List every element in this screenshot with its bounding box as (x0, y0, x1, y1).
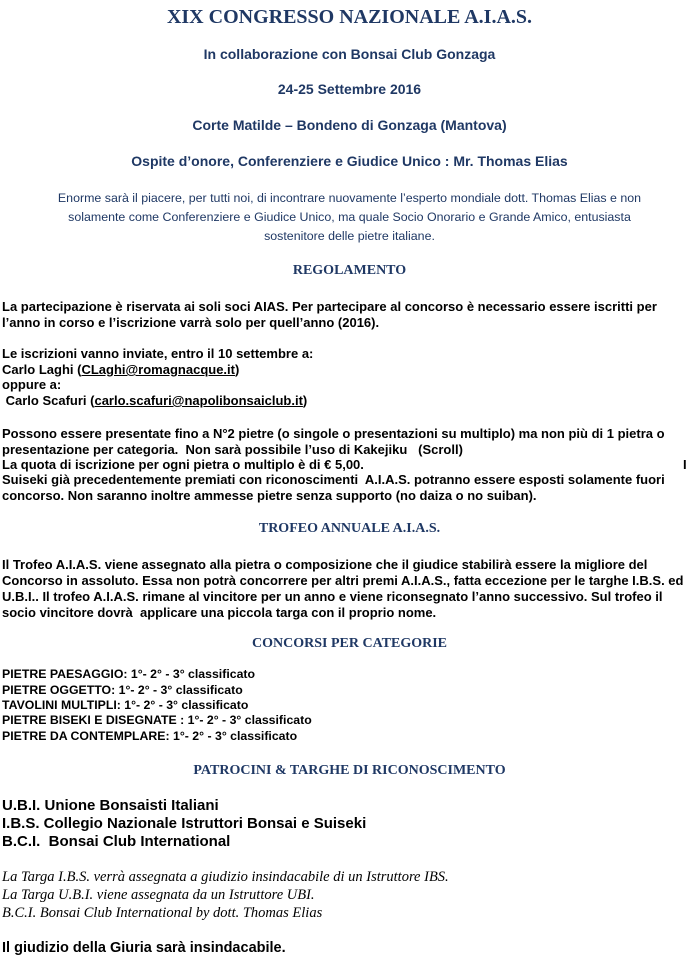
award-note: La Targa U.B.I. viene assegnata da un Istruttore UBI. (2, 887, 315, 903)
guest-of-honor: Ospite d’onore, Conferenziere e Giudice Unico : Mr. Thomas Elias (131, 153, 568, 169)
category-item: PIETRE DA CONTEMPLARE: 1°- 2° - 3° classificato (2, 729, 298, 743)
award-note: B.C.I. Bonsai Club International by dott. Thomas Elias (2, 905, 323, 921)
trofeo-line: U.B.I.. Il trofeo A.I.A.S. rimane al vincitore per un anno e viene riconsegnato l’anno successivo. Sul trofeo il (2, 589, 663, 604)
section-heading-trofeo: TROFEO ANNUALE A.I.A.S. (258, 521, 441, 536)
category-item: PIETRE PAESAGGIO: 1°- 2° - 3° classificato (2, 667, 256, 681)
collaboration-line: In collaborazione con Bonsai Club Gonzaga (203, 46, 496, 62)
award-note: La Targa I.B.S. verrà assegnata a giudizio insindacabile di un Istruttore IBS. (2, 869, 449, 885)
rule-line: concorso. Non saranno inoltre ammesse pietre senza supporto (no daiza o no suiban). (2, 488, 537, 503)
trofeo-line: socio vincitore dovrà applicare una piccola targa con il proprio nome. (2, 605, 437, 620)
event-dates: 24-25 Settembre 2016 (277, 81, 422, 97)
rule-line: presentazione per categoria. Non sarà possibile l’uso di Kakejiku (Scroll) (2, 442, 463, 457)
rule-line: Suiseki già precedentemente premiati con riconoscimenti A.I.A.S. potranno essere esposti solamente fuori (2, 472, 665, 487)
email-link-laghi[interactable]: CLaghi@romagnacque.it (81, 362, 235, 377)
email-link-scafuri[interactable]: carlo.scafuri@napolibonsaiclub.it (94, 393, 303, 408)
rule-line: La partecipazione è riservata ai soli soci AIAS. Per partecipare al concorso è necessario essere iscritti per (2, 299, 657, 314)
contact-name: Carlo Laghi ( (2, 362, 82, 377)
intro-line: solamente come Conferenziere e Giudice Unico, ma quale Socio Onorario e Grande Amico, entusiasta (68, 210, 631, 224)
trofeo-line: Concorso in assoluto. Essa non potrà concorrere per altri premi A.I.A.S., fatta eccezione per le targhe I.B.S. ed (2, 573, 684, 588)
section-heading-regolamento: REGOLAMENTO (292, 263, 407, 278)
intro-line: Enorme sarà il piacere, per tutti noi, di incontrare nuovamente l’esperto mondiale dott. Thomas Elias e non (57, 191, 642, 205)
category-item: TAVOLINI MULTIPLI: 1°- 2° - 3° classificato (2, 698, 249, 712)
category-item: PIETRE BISEKI E DISEGNATE : 1°- 2° - 3° classificato (2, 713, 312, 727)
contact-close: ) (302, 393, 308, 408)
rule-line: La quota di iscrizione per ogni pietra o multiplo è di € 5,00. (2, 457, 364, 472)
contact-close: ) (234, 362, 240, 377)
oppure-label: oppure a: (2, 377, 62, 392)
contact-laghi (2, 362, 239, 378)
sponsor-org: U.B.I. Unione Bonsaisti Italiani (2, 797, 219, 814)
event-location: Corte Matilde – Bondeno di Gonzaga (Mantova) (192, 117, 507, 133)
final-statement: Il giudizio della Giuria sarà insindacabile. (2, 940, 286, 956)
section-heading-concorsi: CONCORSI PER CATEGORIE (252, 636, 447, 651)
contact-scafuri (2, 393, 307, 409)
rule-line: l’anno in corso e l’iscrizione varrà solo per quell’anno (2016). (2, 315, 380, 330)
rule-line: Possono essere presentate fino a N°2 pietre (o singole o presentazioni su multiplo) ma non più di 1 pietra o (2, 426, 665, 441)
registration-intro: Le iscrizioni vanno inviate, entro il 10 settembre a: (2, 346, 314, 361)
sponsor-org: I.B.S. Collegio Nazionale Istruttori Bonsai e Suiseki (2, 815, 367, 832)
intro-line: sostenitore delle pietre italiane. (264, 229, 435, 243)
category-item: PIETRE OGGETTO: 1°- 2° - 3° classificato (2, 683, 243, 697)
trofeo-line: Il Trofeo A.I.A.S. viene assegnato alla pietra o composizione che il giudice stabilirà essere la migliore del (2, 557, 648, 572)
stray-mark: I (683, 457, 687, 472)
sponsor-org: B.C.I. Bonsai Club International (2, 833, 231, 850)
contact-name: Carlo Scafuri ( (2, 393, 95, 408)
page-title: XIX CONGRESSO NAZIONALE A.I.A.S. (166, 6, 533, 28)
section-heading-patrocini: PATROCINI & TARGHE DI RICONOSCIMENTO (193, 763, 506, 778)
